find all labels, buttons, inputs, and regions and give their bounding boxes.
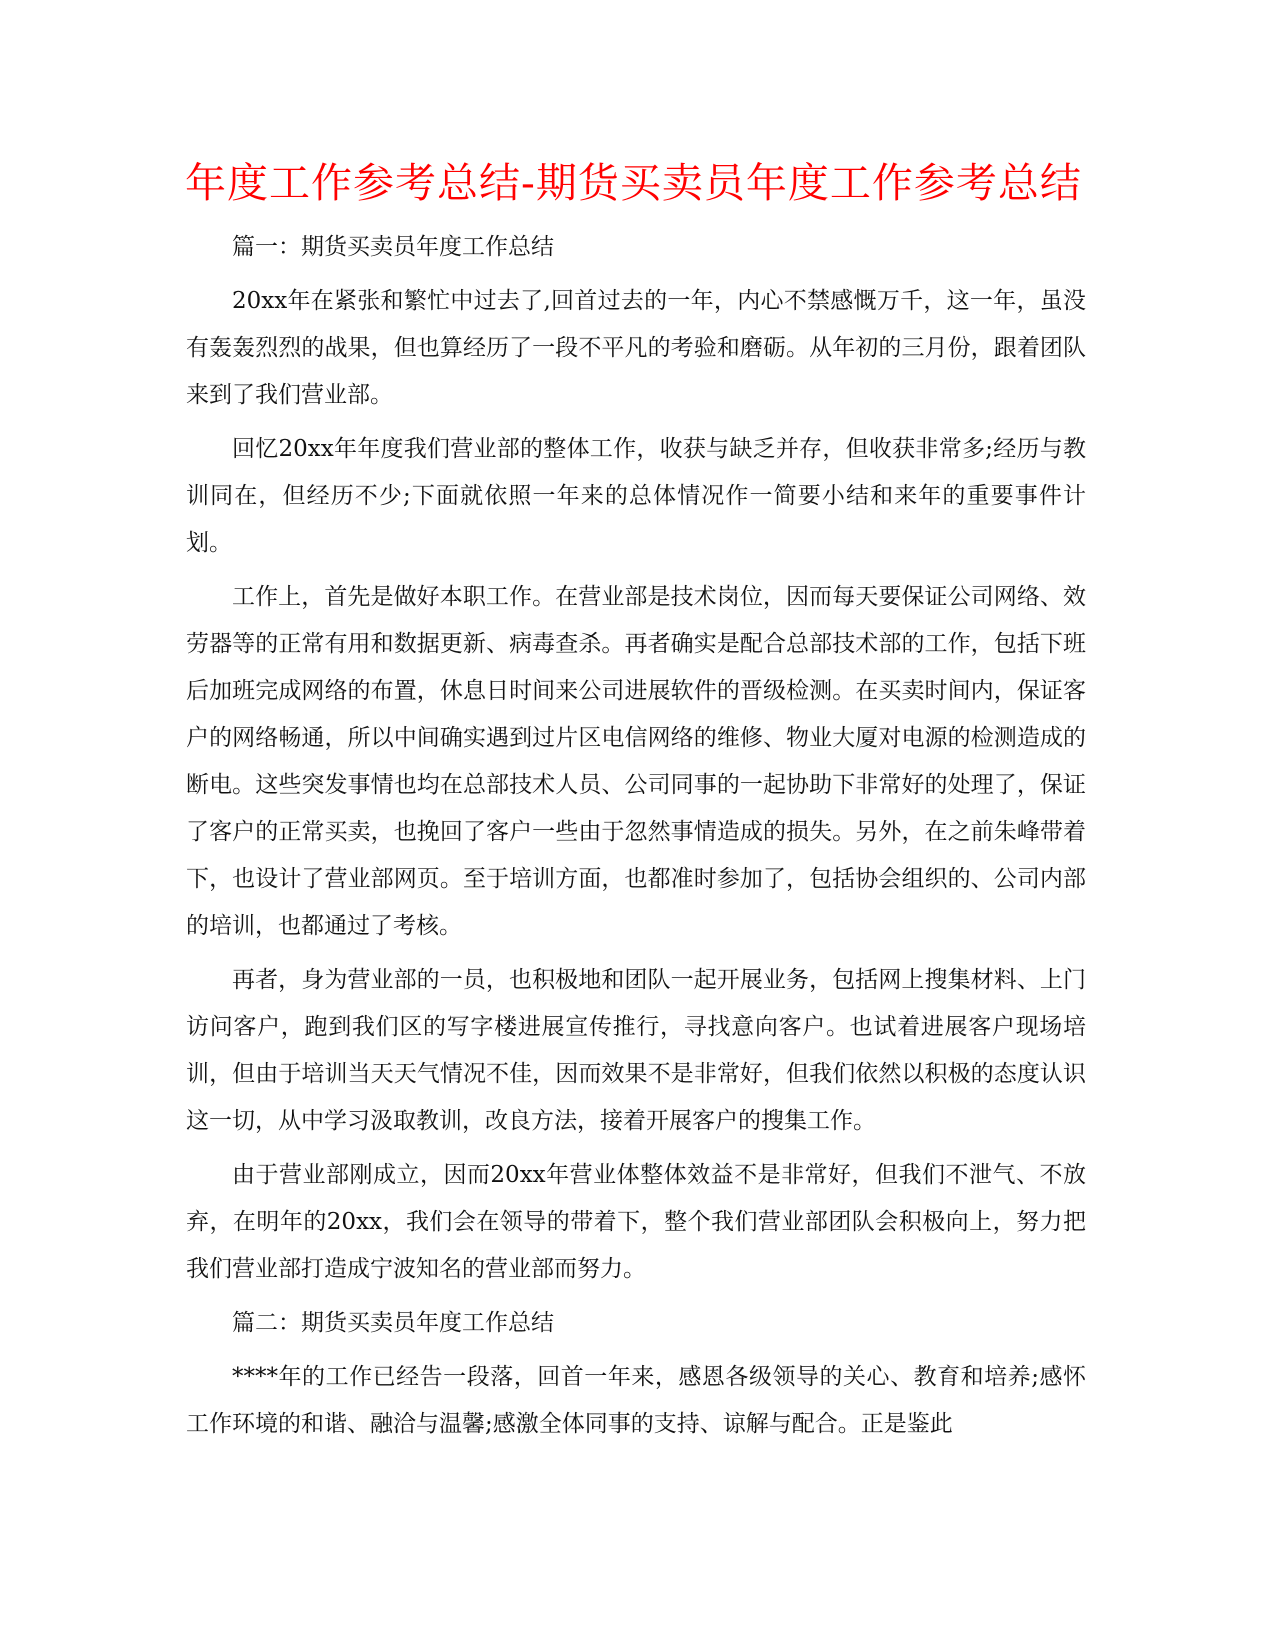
document-body bbox=[186, 224, 1086, 1455]
paragraph: 由于营业部刚成立，因而20xx年营业体整体效益不是非常好，但我们不泄气、不放弃，在明年的20xx，我们会在领导的带着下，整个我们营业部团队会积极向上，努力把我们营业部打造成宁波知名的营业部而努力。 bbox=[186, 1162, 1086, 1282]
paragraph: 回忆20xx年年度我们营业部的整体工作，收获与缺乏并存，但收获非常多;经历与教训同在，但经历不少;下面就依照一年来的总体情况作一简要小结和来年的重要事件计划。 bbox=[186, 436, 1086, 556]
document-title: 年度工作参考总结-期货买卖员年度工作参考总结 bbox=[185, 159, 1082, 207]
paragraph: 20xx年在紧张和繁忙中过去了,回首过去的一年，内心不禁感慨万千，这一年，虽没有轰轰烈烈的战果，但也算经历了一段不平凡的考验和磨砺。从年初的三月份，跟着团队来到了我们营业部。 bbox=[186, 288, 1086, 408]
paragraph: 再者，身为营业部的一员，也积极地和团队一起开展业务，包括网上搜集材料、上门访问客户，跑到我们区的写字楼进展宣传推行，寻找意向客户。也试着进展客户现场培训，但由于培训当天天气情况不佳，因而效果不是非常好，但我们依然以积极的态度认识这一切，从中学习汲取教训，改良方法，接着开展客户的搜集工作。 bbox=[186, 967, 1086, 1134]
paragraph: 工作上，首先是做好本职工作。在营业部是技术岗位，因而每天要保证公司网络、效劳器等的正常有用和数据更新、病毒查杀。再者确实是配合总部技术部的工作，包括下班后加班完成网络的布置，休息日时间来公司进展软件的晋级检测。在买卖时间内，保证客户的网络畅通，所以中间确实遇到过片区电信网络的维修、物业大厦对电源的检测造成的断电。这些突发事情也均在总部技术人员、公司同事的一起协助下非常好的处理了，保证了客户的正常买卖，也挽回了客户一些由于忽然事情造成的损失。另外，在之前朱峰带着下，也设计了营业部网页。至于培训方面，也都准时参加了，包括协会组织的、公司内部的培训，也都通过了考核。 bbox=[186, 584, 1086, 939]
section-heading-2: 篇二：期货买卖员年度工作总结 bbox=[232, 1310, 554, 1336]
paragraph: ****年的工作已经告一段落，回首一年来，感恩各级领导的关心、教育和培养;感怀工作环境的和谐、融洽与温馨;感激全体同事的支持、谅解与配合。正是鉴此 bbox=[186, 1364, 1086, 1437]
section-heading-1: 篇一：期货买卖员年度工作总结 bbox=[232, 234, 554, 260]
